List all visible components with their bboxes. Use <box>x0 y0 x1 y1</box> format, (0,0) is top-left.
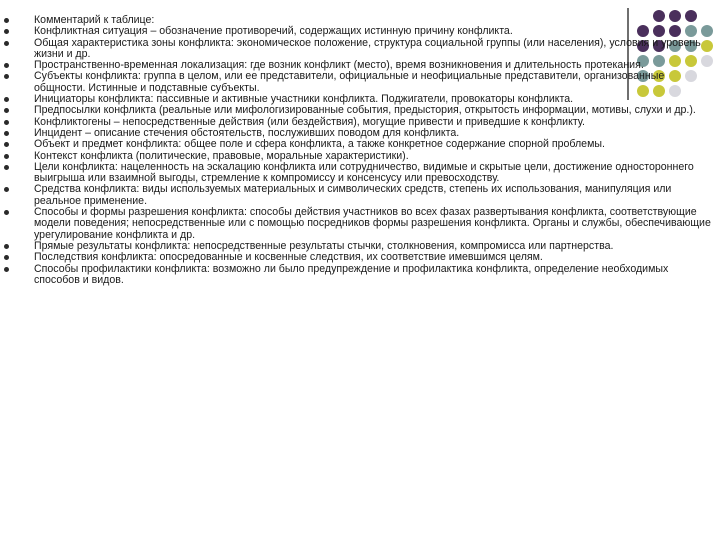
list-item <box>4 264 712 287</box>
bullet-dot-icon <box>4 74 9 79</box>
list-item-text: Комментарий к таблице: <box>34 14 155 26</box>
list-item <box>4 71 712 94</box>
bullet-dot-icon <box>4 165 9 170</box>
list-item-text: Инициаторы конфликта: пассивные и активные участники конфликта. Поджигатели, провокаторы конфликта. <box>34 93 574 106</box>
bullet-dot-icon <box>4 18 9 23</box>
bullet-dot-icon <box>4 187 9 192</box>
bullet-dot-icon <box>4 267 9 272</box>
list-item <box>4 38 712 61</box>
bullet-dot-icon <box>4 29 9 34</box>
bullet-dot-icon <box>4 108 9 113</box>
list-item-text: Последствия конфликта: опосредованные и косвенные следствия, их соответствие имевшимся целям. <box>34 251 543 264</box>
list-item-text: Контекст конфликта (политические, правовые, моральные характеристики). <box>34 149 409 162</box>
list-item-text: Прямые результаты конфликта: непосредственные результаты стычки, столкновения, компромисса или партнерства. <box>34 239 614 252</box>
list-item-text: Общая характеристика зоны конфликта: экономическое положение, структура социальной группы (или населения), условия и уровень жизни и др. <box>34 36 701 60</box>
list-item-text: Предпосылки конфликта (реальные или мифологизированные события, предыстория, открытость информации, мотивы, слухи и др.). <box>34 104 696 117</box>
list-item-text: Средства конфликта: виды используемых материальных и символических средств, степень их использования, манипуляция или реальное применение. <box>34 183 672 207</box>
bullet-dot-icon <box>4 97 9 102</box>
bullet-dot-icon <box>4 154 9 159</box>
list-item-text: Конфликтная ситуация – обозначение противоречий, содержащих истинную причину конфликта. <box>34 25 513 38</box>
list-item-text: Способы профилактики конфликта: возможно ли было предупреждение и профилактика конфликта, определение необходимых способов и видов. <box>34 262 669 286</box>
list-item-text: Цели конфликта: нацеленность на эскалацию конфликта или сотрудничество, видимые и скрытые цели, достижение одностороннего выигрыша или взаимной выгоды, стремление к компромиссу и консенсусу или превосходству. <box>34 160 694 185</box>
bullet-dot-icon <box>4 41 9 46</box>
list-item-text: Способы и формы разрешения конфликта: способы действия участников во всех фазах развертывания конфликта, соответствующие модели поведения; непосредственные или с помощью посредников формы разрешения конфликта. Органы и службы, обеспечивающие урегулирование конфликта и др. <box>34 206 711 241</box>
bullet-dot-icon <box>4 255 9 260</box>
list-item-text: Конфликтогены – непосредственные действия (или бездействия), могущие привести и приведшие к конфликту. <box>34 115 585 128</box>
list-item-text: Объект и предмет конфликта: общее поле и сфера конфликта, а также конкретное содержание спорной проблемы. <box>34 138 605 151</box>
list-item-text: Субъекты конфликта: группа в целом, или ее представители, официальные и неофициальные представители, организованные общности. Истинные и подставные субъекты. <box>34 70 665 94</box>
bullet-list <box>4 15 712 286</box>
bullet-dot-icon <box>4 244 9 249</box>
bullet-dot-icon <box>4 210 9 215</box>
bullet-dot-icon <box>4 120 9 125</box>
list-item-text: Пространственно-временная локализация: где возник конфликт (место), время возникновения и длительность протекания. <box>34 59 644 72</box>
bullet-dot-icon <box>4 131 9 136</box>
list-item-text: Инцидент – описание стечения обстоятельств, послуживших поводом для конфликта. <box>34 126 460 139</box>
bullet-dot-icon <box>4 142 9 147</box>
list-item <box>4 162 712 185</box>
list-item <box>4 207 712 241</box>
bullet-dot-icon <box>4 63 9 68</box>
list-item <box>4 184 712 207</box>
